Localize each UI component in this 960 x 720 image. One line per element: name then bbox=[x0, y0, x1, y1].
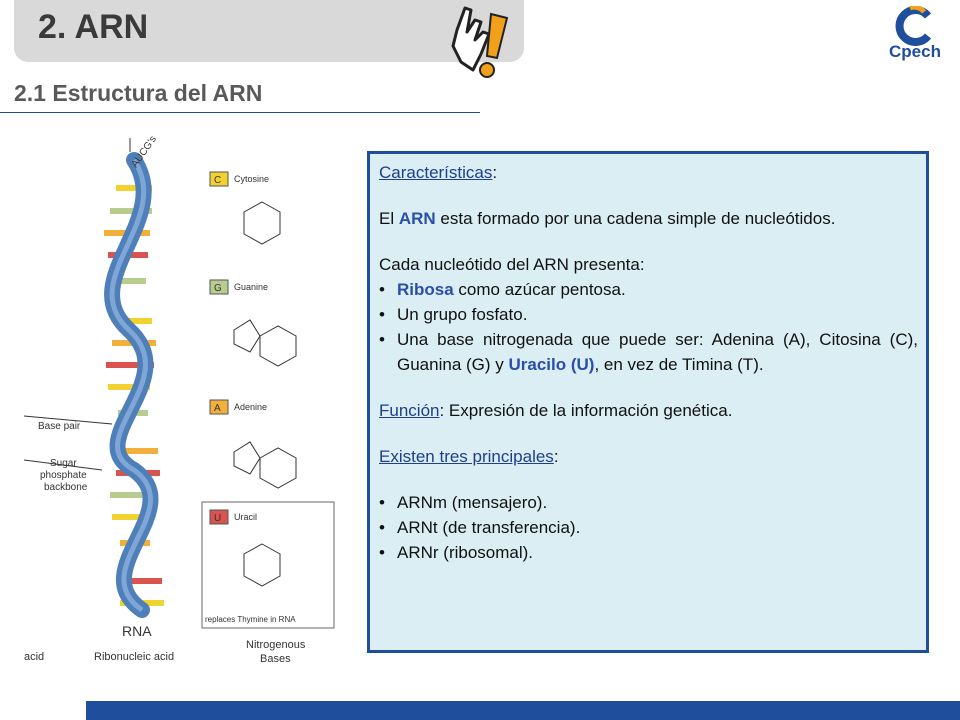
svg-text:Uracil: Uracil bbox=[234, 512, 258, 522]
svg-text:G: G bbox=[214, 283, 222, 294]
uracilo-highlight: Uracilo (U) bbox=[508, 355, 595, 374]
svg-text:Cytosine: Cytosine bbox=[234, 174, 270, 184]
base-cytosine bbox=[210, 172, 280, 244]
list-item: • Un grupo fosfato. bbox=[379, 302, 918, 327]
list-item: • ARNt (de transferencia). bbox=[379, 515, 918, 540]
caracteristicas-heading: Características bbox=[379, 163, 493, 182]
list-item: • ARNm (mensajero). bbox=[379, 490, 918, 515]
existen-heading: Existen tres principales bbox=[379, 447, 554, 466]
svg-text:C: C bbox=[214, 175, 222, 186]
helix-label: AUCG's bbox=[129, 134, 159, 170]
replaces-note: replaces Thymine in RNA bbox=[205, 615, 296, 624]
section-subtitle: 2.1 Estructura del ARN bbox=[14, 80, 263, 106]
subtitle-divider bbox=[0, 112, 480, 113]
cpech-logo bbox=[880, 6, 950, 66]
list-item: • Una base nitrogenada que puede ser: Adenina (A), Citosina (C), Guanina (G) y Uracilo (U), en vez de Timina (T). bbox=[379, 327, 918, 377]
list-item: • Ribosa como azúcar pentosa. bbox=[379, 277, 918, 302]
nucleotide-components-list bbox=[379, 277, 918, 377]
funcion-heading: Función bbox=[379, 401, 440, 420]
ribosa-highlight: Ribosa bbox=[397, 280, 454, 299]
rna-structure-figure bbox=[24, 130, 354, 670]
rna-types-list bbox=[379, 490, 918, 565]
pointing-hand-icon bbox=[445, 0, 525, 84]
nitrogenous-label-2: Bases bbox=[260, 653, 291, 665]
sentence-2: Cada nucleótido del ARN presenta: bbox=[379, 255, 645, 274]
page-title: 2. ARN bbox=[38, 8, 149, 46]
caracteristicas-heading-line: Características: bbox=[379, 163, 498, 182]
characteristics-panel bbox=[367, 151, 929, 653]
acid-fragment-label: acid bbox=[24, 651, 45, 663]
arn-highlight: ARN bbox=[398, 209, 436, 228]
sentence-1: El ARN esta formado por una cadena simple de nucleótidos. bbox=[379, 209, 836, 228]
list-item: • ARNr (ribosomal). bbox=[379, 540, 918, 565]
existen-line: Existen tres principales: bbox=[379, 447, 559, 466]
nitrogenous-label-1: Nitrogenous bbox=[246, 639, 306, 651]
base-uracil bbox=[202, 502, 334, 628]
base-guanine bbox=[210, 280, 296, 366]
ribonucleic-acid-label: Ribonucleic acid bbox=[94, 651, 175, 663]
rna-label: RNA bbox=[122, 623, 152, 639]
funcion-line: Función: Expresión de la información genética. bbox=[379, 401, 733, 420]
sugar-label-2: phosphate bbox=[40, 470, 87, 481]
svg-text:A: A bbox=[214, 403, 221, 414]
footer-bar bbox=[86, 701, 960, 720]
svg-text:Adenine: Adenine bbox=[234, 402, 268, 412]
svg-text:U: U bbox=[214, 513, 222, 524]
logo-text: Cpech bbox=[889, 42, 941, 61]
base-pair-label: Base pair bbox=[38, 421, 81, 432]
svg-text:Guanine: Guanine bbox=[234, 282, 269, 292]
sugar-label-1: Sugar bbox=[50, 458, 77, 469]
sugar-label-3: backbone bbox=[44, 482, 88, 493]
base-adenine bbox=[210, 400, 296, 488]
